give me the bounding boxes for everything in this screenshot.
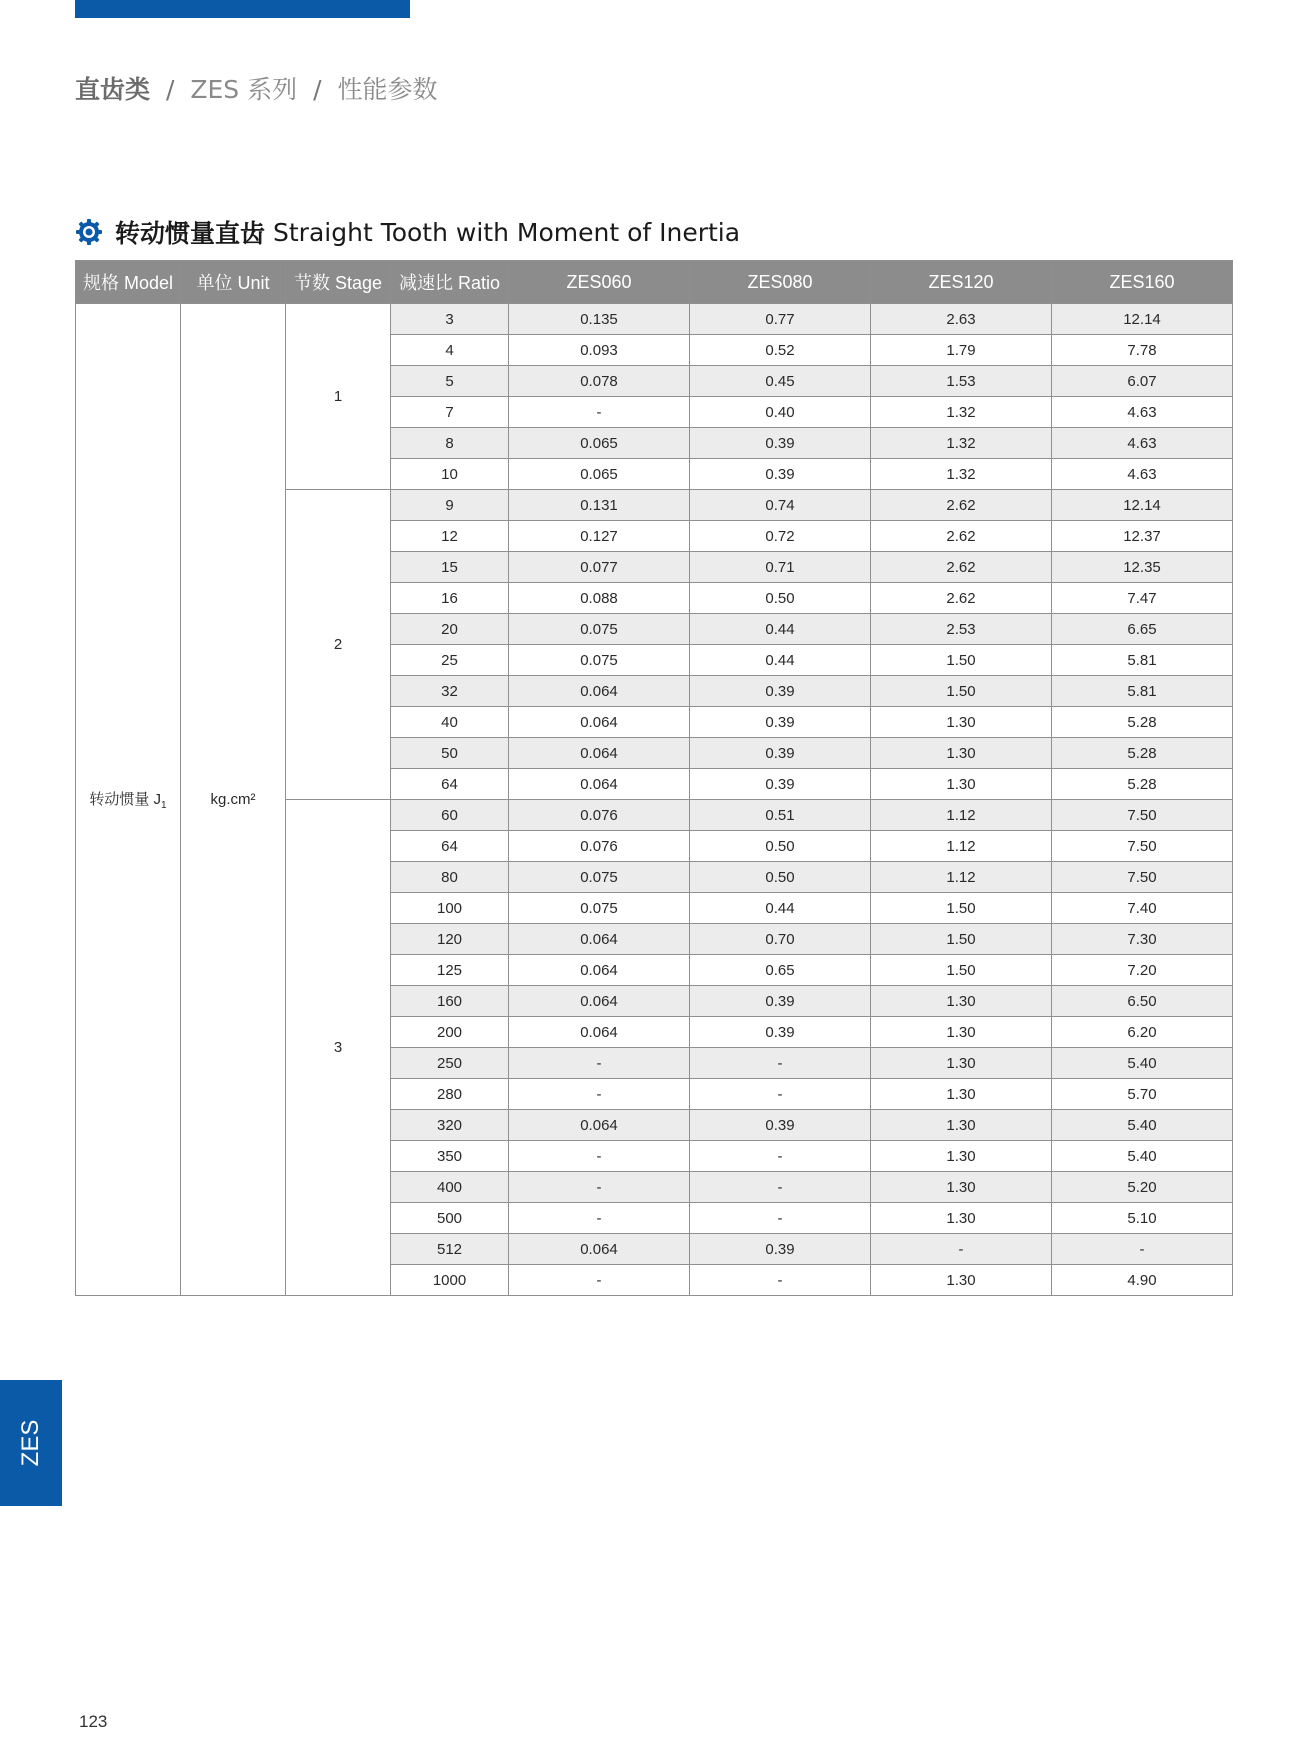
value-cell: 7.50 <box>1052 800 1233 831</box>
value-cell: 0.77 <box>690 304 871 335</box>
value-cell: 1.30 <box>871 1141 1052 1172</box>
value-cell: 5.10 <box>1052 1203 1233 1234</box>
value-cell: 12.14 <box>1052 490 1233 521</box>
ratio-cell: 7 <box>391 397 509 428</box>
breadcrumb-series: ZES 系列 <box>190 75 298 104</box>
value-cell: 0.39 <box>690 1234 871 1265</box>
value-cell: 0.064 <box>509 1017 690 1048</box>
value-cell: 0.50 <box>690 831 871 862</box>
value-cell: 1.50 <box>871 893 1052 924</box>
value-cell: 0.064 <box>509 1234 690 1265</box>
ratio-cell: 32 <box>391 676 509 707</box>
ratio-cell: 16 <box>391 583 509 614</box>
ratio-cell: 512 <box>391 1234 509 1265</box>
ratio-cell: 20 <box>391 614 509 645</box>
value-cell: 0.50 <box>690 862 871 893</box>
value-cell: 1.30 <box>871 1172 1052 1203</box>
ratio-cell: 64 <box>391 831 509 862</box>
ratio-cell: 100 <box>391 893 509 924</box>
series-side-tab <box>0 1380 62 1506</box>
value-cell: 0.127 <box>509 521 690 552</box>
value-cell: 2.62 <box>871 521 1052 552</box>
value-cell: 1.30 <box>871 1079 1052 1110</box>
param-label: 转动惯量 J <box>89 791 162 808</box>
value-cell: 2.62 <box>871 583 1052 614</box>
value-cell: 0.39 <box>690 986 871 1017</box>
ratio-cell: 160 <box>391 986 509 1017</box>
breadcrumb-separator: / <box>165 75 175 104</box>
value-cell: 7.30 <box>1052 924 1233 955</box>
ratio-cell: 3 <box>391 304 509 335</box>
value-cell: 5.40 <box>1052 1141 1233 1172</box>
breadcrumb <box>75 70 437 106</box>
value-cell: 5.28 <box>1052 738 1233 769</box>
value-cell: 1.12 <box>871 831 1052 862</box>
value-cell: 1.30 <box>871 738 1052 769</box>
value-cell: 1.30 <box>871 1203 1052 1234</box>
value-cell: 0.52 <box>690 335 871 366</box>
ratio-cell: 350 <box>391 1141 509 1172</box>
value-cell: - <box>871 1234 1052 1265</box>
unit-cell: kg.cm² <box>181 304 286 1296</box>
value-cell: - <box>509 397 690 428</box>
stage-cell: 2 <box>286 490 391 800</box>
value-cell: 7.50 <box>1052 862 1233 893</box>
value-cell: 0.077 <box>509 552 690 583</box>
value-cell: 7.78 <box>1052 335 1233 366</box>
header-unit: 单位 Unit <box>181 261 286 304</box>
value-cell: - <box>690 1079 871 1110</box>
ratio-cell: 8 <box>391 428 509 459</box>
value-cell: - <box>509 1203 690 1234</box>
value-cell: 1.53 <box>871 366 1052 397</box>
table-header-row <box>76 261 1233 304</box>
value-cell: 1.50 <box>871 645 1052 676</box>
value-cell: 0.075 <box>509 893 690 924</box>
value-cell: 0.39 <box>690 428 871 459</box>
header-zes060: ZES060 <box>509 261 690 304</box>
value-cell: 0.093 <box>509 335 690 366</box>
value-cell: 0.075 <box>509 614 690 645</box>
value-cell: 0.064 <box>509 738 690 769</box>
header-ratio: 减速比 Ratio <box>391 261 509 304</box>
value-cell: - <box>690 1265 871 1296</box>
value-cell: 6.50 <box>1052 986 1233 1017</box>
value-cell: 5.20 <box>1052 1172 1233 1203</box>
value-cell: - <box>509 1141 690 1172</box>
value-cell: 0.65 <box>690 955 871 986</box>
header-model: 规格 Model <box>76 261 181 304</box>
header-zes160: ZES160 <box>1052 261 1233 304</box>
value-cell: 1.50 <box>871 955 1052 986</box>
value-cell: 1.32 <box>871 428 1052 459</box>
value-cell: 6.07 <box>1052 366 1233 397</box>
param-subscript: 1 <box>161 800 167 811</box>
value-cell: 0.45 <box>690 366 871 397</box>
page-number: 123 <box>79 1712 108 1731</box>
value-cell: 0.39 <box>690 769 871 800</box>
section-title-zh: 转动惯量直齿 <box>115 219 266 248</box>
value-cell: 7.50 <box>1052 831 1233 862</box>
value-cell: 12.14 <box>1052 304 1233 335</box>
value-cell: 0.064 <box>509 676 690 707</box>
value-cell: 6.20 <box>1052 1017 1233 1048</box>
ratio-cell: 120 <box>391 924 509 955</box>
value-cell: 0.39 <box>690 676 871 707</box>
header-zes080: ZES080 <box>690 261 871 304</box>
value-cell: 5.40 <box>1052 1110 1233 1141</box>
ratio-cell: 12 <box>391 521 509 552</box>
side-tab-label: ZES <box>17 1419 44 1467</box>
ratio-cell: 40 <box>391 707 509 738</box>
value-cell: 0.078 <box>509 366 690 397</box>
value-cell: 0.39 <box>690 738 871 769</box>
value-cell: 7.47 <box>1052 583 1233 614</box>
value-cell: 6.65 <box>1052 614 1233 645</box>
ratio-cell: 9 <box>391 490 509 521</box>
value-cell: - <box>509 1265 690 1296</box>
value-cell: - <box>690 1203 871 1234</box>
value-cell: 0.74 <box>690 490 871 521</box>
value-cell: 5.28 <box>1052 769 1233 800</box>
ratio-cell: 60 <box>391 800 509 831</box>
value-cell: 4.63 <box>1052 459 1233 490</box>
value-cell: 0.44 <box>690 614 871 645</box>
value-cell: 0.39 <box>690 1110 871 1141</box>
value-cell: 7.20 <box>1052 955 1233 986</box>
value-cell: 0.076 <box>509 800 690 831</box>
breadcrumb-page: 性能参数 <box>337 75 438 104</box>
value-cell: 5.28 <box>1052 707 1233 738</box>
value-cell: 5.81 <box>1052 645 1233 676</box>
ratio-cell: 4 <box>391 335 509 366</box>
inertia-table <box>75 260 1233 1296</box>
value-cell: 0.075 <box>509 862 690 893</box>
breadcrumb-category: 直齿类 <box>75 75 151 104</box>
value-cell: 1.30 <box>871 1265 1052 1296</box>
value-cell: 0.064 <box>509 707 690 738</box>
stage-cell: 1 <box>286 304 391 490</box>
value-cell: 1.30 <box>871 986 1052 1017</box>
ratio-cell: 320 <box>391 1110 509 1141</box>
value-cell: 4.63 <box>1052 397 1233 428</box>
value-cell: 1.30 <box>871 707 1052 738</box>
value-cell: - <box>509 1172 690 1203</box>
ratio-cell: 400 <box>391 1172 509 1203</box>
value-cell: 7.40 <box>1052 893 1233 924</box>
section-title-en: Straight Tooth with Moment of Inertia <box>273 217 741 247</box>
value-cell: 0.088 <box>509 583 690 614</box>
value-cell: 1.12 <box>871 862 1052 893</box>
value-cell: 0.51 <box>690 800 871 831</box>
value-cell: 2.62 <box>871 552 1052 583</box>
ratio-cell: 280 <box>391 1079 509 1110</box>
value-cell: 5.70 <box>1052 1079 1233 1110</box>
ratio-cell: 64 <box>391 769 509 800</box>
value-cell: 0.065 <box>509 459 690 490</box>
value-cell: 0.39 <box>690 1017 871 1048</box>
value-cell: 0.39 <box>690 707 871 738</box>
value-cell: 0.44 <box>690 893 871 924</box>
ratio-cell: 25 <box>391 645 509 676</box>
ratio-cell: 500 <box>391 1203 509 1234</box>
value-cell: 0.135 <box>509 304 690 335</box>
value-cell: 0.40 <box>690 397 871 428</box>
header-zes120: ZES120 <box>871 261 1052 304</box>
table-row <box>76 304 1233 335</box>
top-accent-bar <box>75 0 410 18</box>
value-cell: 1.30 <box>871 1048 1052 1079</box>
value-cell: 5.40 <box>1052 1048 1233 1079</box>
ratio-cell: 15 <box>391 552 509 583</box>
value-cell: 0.44 <box>690 645 871 676</box>
value-cell: 1.30 <box>871 1110 1052 1141</box>
section-title <box>75 214 740 250</box>
value-cell: 0.065 <box>509 428 690 459</box>
ratio-cell: 200 <box>391 1017 509 1048</box>
value-cell: 0.064 <box>509 955 690 986</box>
value-cell: 0.064 <box>509 924 690 955</box>
value-cell: 2.63 <box>871 304 1052 335</box>
value-cell: 0.064 <box>509 769 690 800</box>
ratio-cell: 250 <box>391 1048 509 1079</box>
value-cell: 0.50 <box>690 583 871 614</box>
value-cell: 12.37 <box>1052 521 1233 552</box>
value-cell: 0.131 <box>509 490 690 521</box>
value-cell: 0.72 <box>690 521 871 552</box>
value-cell: 1.12 <box>871 800 1052 831</box>
value-cell: 1.79 <box>871 335 1052 366</box>
value-cell: 1.32 <box>871 397 1052 428</box>
ratio-cell: 1000 <box>391 1265 509 1296</box>
value-cell: - <box>690 1141 871 1172</box>
ratio-cell: 125 <box>391 955 509 986</box>
value-cell: 0.075 <box>509 645 690 676</box>
stage-cell: 3 <box>286 800 391 1296</box>
value-cell: - <box>1052 1234 1233 1265</box>
value-cell: 0.39 <box>690 459 871 490</box>
value-cell: 2.62 <box>871 490 1052 521</box>
value-cell: - <box>509 1048 690 1079</box>
value-cell: 4.63 <box>1052 428 1233 459</box>
value-cell: 4.90 <box>1052 1265 1233 1296</box>
value-cell: 1.30 <box>871 1017 1052 1048</box>
param-cell <box>76 304 181 1296</box>
value-cell: 2.53 <box>871 614 1052 645</box>
value-cell: 0.71 <box>690 552 871 583</box>
value-cell: 5.81 <box>1052 676 1233 707</box>
ratio-cell: 80 <box>391 862 509 893</box>
value-cell: 0.70 <box>690 924 871 955</box>
value-cell: - <box>509 1079 690 1110</box>
value-cell: 0.064 <box>509 1110 690 1141</box>
breadcrumb-separator: / <box>313 75 322 104</box>
value-cell: - <box>690 1048 871 1079</box>
gear-icon <box>75 218 103 246</box>
value-cell: 0.064 <box>509 986 690 1017</box>
value-cell: 1.50 <box>871 924 1052 955</box>
value-cell: 1.32 <box>871 459 1052 490</box>
value-cell: - <box>690 1172 871 1203</box>
value-cell: 1.30 <box>871 769 1052 800</box>
header-stage: 节数 Stage <box>286 261 391 304</box>
ratio-cell: 5 <box>391 366 509 397</box>
ratio-cell: 50 <box>391 738 509 769</box>
value-cell: 1.50 <box>871 676 1052 707</box>
value-cell: 12.35 <box>1052 552 1233 583</box>
ratio-cell: 10 <box>391 459 509 490</box>
value-cell: 0.076 <box>509 831 690 862</box>
